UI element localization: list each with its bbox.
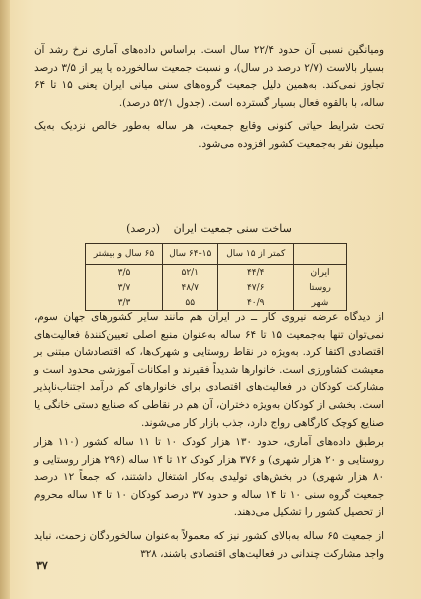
text-top [34,42,384,154]
paragraph-5: از جمعیت ۶۵ ساله به‌بالای کشور نیز که معمولاً به‌عنوان سالخوردگان زحمت، نباید واجد مشارکت چندانی در فعالیت‌های اقتصادی باشند، ۳۲۸ [34,529,384,560]
table-cell: ۴۷/۶ [218,280,294,295]
age-structure-table [85,243,347,311]
table-cell: ۴۸/۷ [163,280,218,295]
table-title-text: ساخت سنی جمعیت ایران [173,222,292,235]
table-cell: ۴۰/۹ [218,295,294,311]
table-row [86,265,347,281]
table-header-cell: کمتر از ۱۵ سال [218,244,294,265]
table-cell: ۵۵ [163,295,218,311]
text-bottom [34,434,384,563]
table-unit: (درصد) [126,222,161,235]
table-header-cell: ۶۵ سال و بیشتر [86,244,163,265]
table-cell: ۳/۳ [86,295,163,311]
text-middle [34,309,384,432]
paragraph-1: ومیانگین نسبی آن حدود ۲۲/۴ سال است. براساس داده‌های آماری نرخ رشد آن بسیار بالاست (۲/۷ درصد در سال)، و نسبت جمعیت سالخورده یا پیر از ۳/۵ درصد تجاوز نمی‌کند. به‌همین دلیل جمعیت گروه‌های سنی میانی ایران یعنی ۱۵ تا ۶۴ ساله، با بالقوه فعال بسیار گسترده است. (جدول ۵۲/۱ درصد). [34,44,384,109]
table-row-label: ایران [294,265,347,281]
table-row [86,280,347,295]
paragraph-3: از دیدگاه عرضه نیروی کار ــ در ایران هم مانند سایر کشورهای جهان سوم، نمی‌توان تنها به‌جمعیت ۱۵ تا ۶۴ ساله به‌عنوان منبع اصلی تعیین‌کنندهٔ فعالیت‌های اقتصادی اکتفا کرد. به‌ویژه در نقاط روستایی و شهرک‌ها، که اقتصادشان مبتنی بر معیشت کشاورزی است. خانوارها شدیداً فقیرند و امکانات آموزشی محدود است و مشارکت کودکان در فعالیت‌های اقتصادی برای خانوارهای کم درآمد اجتناب‌ناپذیر است. بخشی از کودکان به‌ویژه دختران، آن هم در نقاطی که صنایع دستی خانگی یا صنایع کوچک کارگاهی رواج دارد، جذب بازار کار می‌شوند. [34,311,384,429]
paragraph-4: برطبق داده‌های آماری، حدود ۱۳۰ هزار کودک ۱۰ تا ۱۱ ساله کشور (۱۱۰ هزار روستایی و ۲۰ هزار شهری) و ۳۷۶ هزار کودک ۱۲ تا ۱۴ ساله (۲۹۶ هزار روستایی و ۸۰ هزار شهری) در بخش‌های تولیدی به‌کار اشتغال داشتند، که جمعاً ۱۲ درصد جمعیت گروه سنی ۱۰ تا ۱۴ ساله و حدود ۳۷ درصد کودکان ۱۰ تا ۱۴ ساله محروم از تحصیل کشور را تشکیل می‌دهند. [34,436,385,519]
table-title [34,222,384,235]
table-cell: ۵۲/۱ [163,265,218,281]
table-header-row [86,244,347,265]
table-cell: ۴۴/۴ [218,265,294,281]
table-header-cell: ۶۴-۱۵ سال [163,244,218,265]
table-row-label: شهر [294,295,347,311]
page-number: ۳۷ [36,559,48,572]
table-header-cell [294,244,347,265]
page-spine-shadow [0,0,10,599]
table-cell: ۳/۵ [86,265,163,281]
paragraph-2: تحت شرایط حیاتی کنونی وقایع جمعیت، هر ساله به‌طور خالص نزدیک به‌یک میلیون نفر به‌جمعیت کشور افزوده می‌شود. [34,120,384,150]
table-row-label: روستا [294,280,347,295]
table-cell: ۳/۷ [86,280,163,295]
